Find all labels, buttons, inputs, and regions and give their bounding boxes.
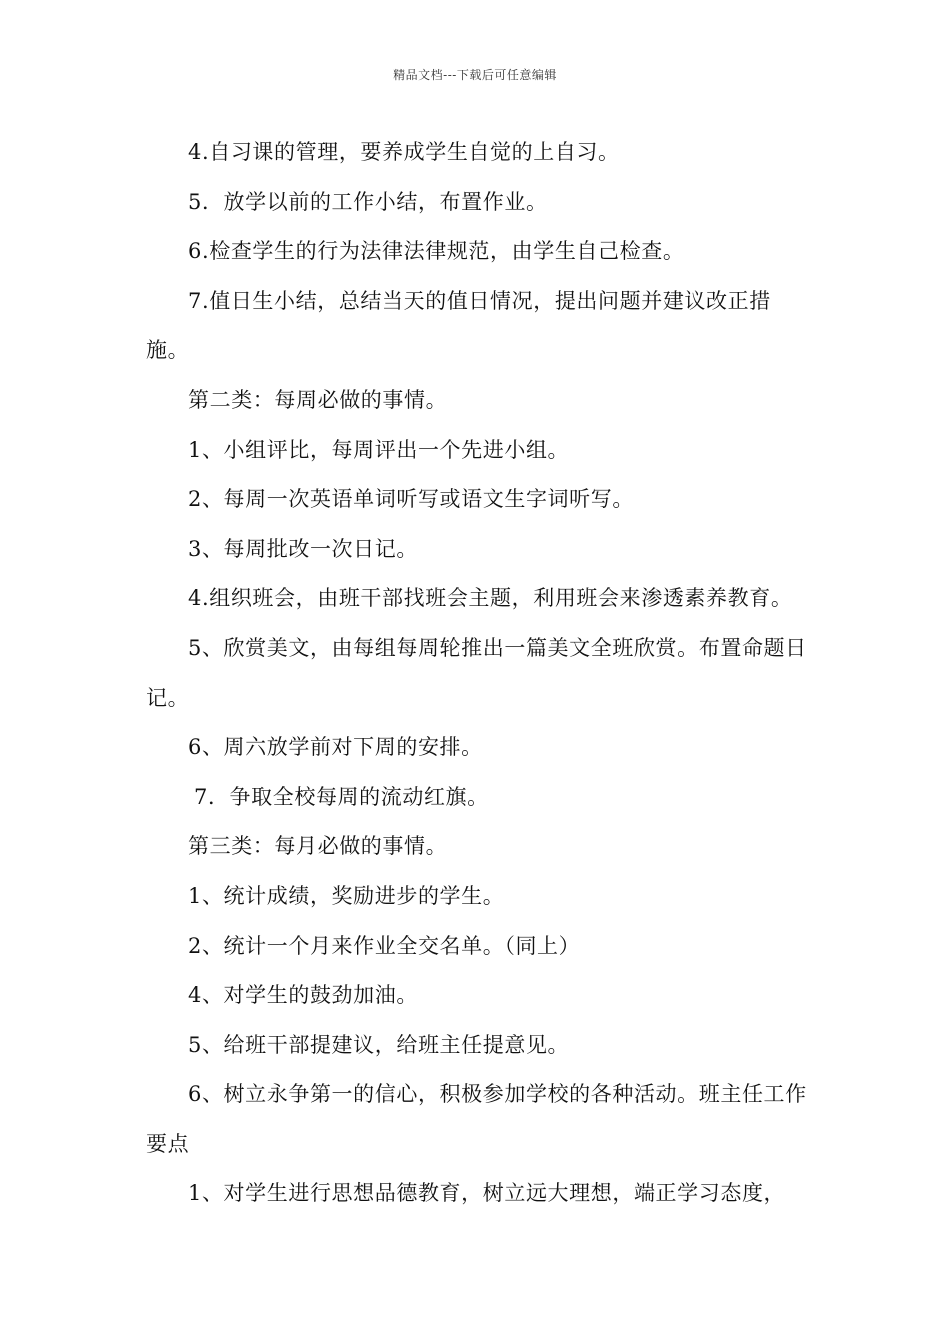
- paragraph: 1、统计成绩，奖励进步的学生。: [188, 883, 505, 908]
- paragraph: 5．放学以前的工作小结，布置作业。: [188, 189, 548, 214]
- paragraph: 4.组织班会，由班干部找班会主题，利用班会来渗透素养教育。: [188, 586, 793, 611]
- paragraph: 4、对学生的鼓劲加油。: [188, 983, 418, 1008]
- paragraph: 2、统计一个月来作业全交名单。（同上）: [188, 933, 581, 958]
- paragraph: 3、每周批改一次日记。: [188, 536, 418, 561]
- paragraph: 6、树立永争第一的信心，积极参加学校的各种活动。班主任工作要点: [146, 1082, 807, 1156]
- paragraph: 7.值日生小结，总结当天的值日情况，提出问题并建议改正措施。: [146, 288, 771, 363]
- paragraph: 6、周六放学前对下周的安排。: [188, 735, 483, 760]
- paragraph: 1、对学生进行思想品德教育，树立远大理想，端正学习态度，: [188, 1181, 786, 1206]
- section-heading: 第二类：每周必做的事情。: [188, 387, 448, 412]
- paragraph: 7．争取全校每周的流动红旗。: [194, 784, 489, 809]
- paragraph: 1、小组评比，每周评出一个先进小组。: [188, 437, 570, 462]
- paragraph: 5、欣赏美文，由每组每周轮推出一篇美文全班欣赏。布置命题日记。: [146, 635, 807, 710]
- section-heading: 第三类：每月必做的事情。: [188, 834, 448, 859]
- document-body: [146, 128, 810, 1219]
- page-header: 精品文档---下载后可任意编辑: [393, 68, 557, 82]
- paragraph: 4.自习课的管理，要养成学生自觉的上自习。: [188, 140, 620, 164]
- paragraph: 5、给班干部提建议，给班主任提意见。: [188, 1032, 570, 1057]
- paragraph: 6.检查学生的行为法律法律规范，由学生自己检查。: [188, 239, 685, 264]
- paragraph: 2、每周一次英语单词听写或语文生字词听写。: [188, 487, 634, 512]
